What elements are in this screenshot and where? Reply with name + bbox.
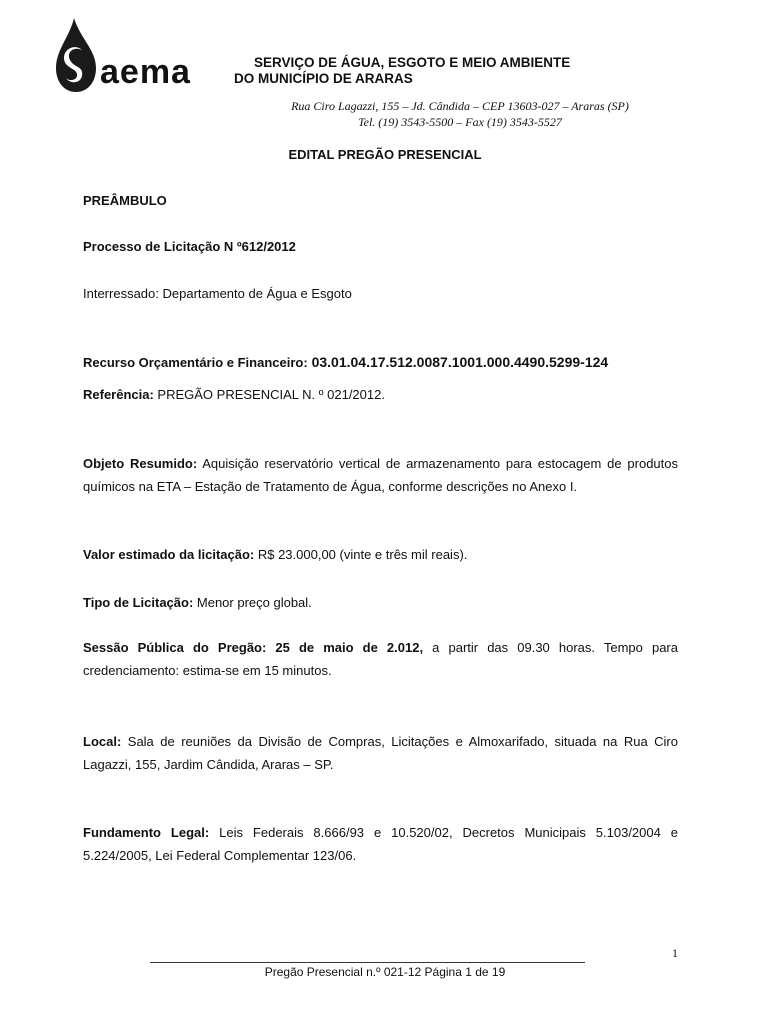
recurso-line: [83, 354, 608, 370]
fundamento-label: Fundamento Legal:: [83, 825, 210, 840]
interessado-line: Interressado: Departamento de Água e Esgoto: [83, 286, 352, 301]
recurso-label: Recurso Orçamentário e Financeiro:: [83, 355, 308, 370]
referencia-label: Referência:: [83, 387, 154, 402]
address-line: Rua Ciro Lagazzi, 155 – Jd. Cândida – CEP 13603-027 – Araras (SP): [291, 99, 629, 113]
page-number: 1: [672, 946, 678, 960]
tipo-line: [83, 595, 312, 610]
local-label: Local:: [83, 734, 122, 749]
recurso-value: 03.01.04.17.512.0087.1001.000.4490.5299-124: [307, 354, 609, 370]
sessao-value: a partir das 09.30 horas. Tempo para credenciamento: estima-se em 15 minutos.: [83, 640, 678, 678]
logo-text: aema: [100, 53, 191, 91]
org-name-line1: SERVIÇO DE ÁGUA, ESGOTO E MEIO AMBIENTE: [254, 55, 571, 70]
objeto-label: Objeto Resumido:: [83, 456, 198, 471]
sessao-paragraph: [83, 636, 678, 682]
referencia-value: PREGÃO PRESENCIAL N. º 021/2012.: [153, 387, 385, 402]
local-value: Sala de reuniões da Divisão de Compras, Licitações e Almoxarifado, situada na Rua Ciro Lagazzi, 155, Jardim Cândida, Araras – SP.: [83, 734, 678, 772]
saema-logo: [52, 16, 202, 96]
footer-text: Pregão Presencial n.º 021-12 Página 1 de 19: [264, 965, 506, 979]
footer-divider: [150, 962, 585, 963]
fundamento-paragraph: [83, 821, 678, 867]
fundamento-value: Leis Federais 8.666/93 e 10.520/02, Decretos Municipais 5.103/2004 e 5.224/2005, Lei Federal Complementar 123/06.: [83, 825, 679, 863]
org-name-line2: DO MUNICÍPIO DE ARARAS: [234, 71, 413, 86]
document-title: EDITAL PREGÃO PRESENCIAL: [288, 147, 482, 162]
tipo-value: Menor preço global.: [193, 595, 312, 610]
objeto-value: Aquisição reservatório vertical de armazenamento para estocagem de produtos químicos na ETA – Estação de Tratamento de Água, conforme descrições no Anexo I.: [83, 456, 679, 494]
local-paragraph: [83, 730, 678, 776]
valor-line: [83, 547, 467, 562]
tipo-label: Tipo de Licitação:: [83, 595, 194, 610]
processo-line: Processo de Licitação N º612/2012: [83, 239, 296, 254]
referencia-line: [83, 387, 385, 402]
valor-value: R$ 23.000,00 (vinte e três mil reais).: [254, 547, 468, 562]
phone-fax-line: Tel. (19) 3543-5500 – Fax (19) 3543-5527: [358, 115, 562, 129]
sessao-label: Sessão Pública do Pregão: 25 de maio de 2.012,: [83, 640, 424, 655]
valor-label: Valor estimado da licitação:: [83, 547, 255, 562]
objeto-paragraph: [83, 452, 678, 498]
preamble-heading: PREÂMBULO: [83, 193, 167, 208]
